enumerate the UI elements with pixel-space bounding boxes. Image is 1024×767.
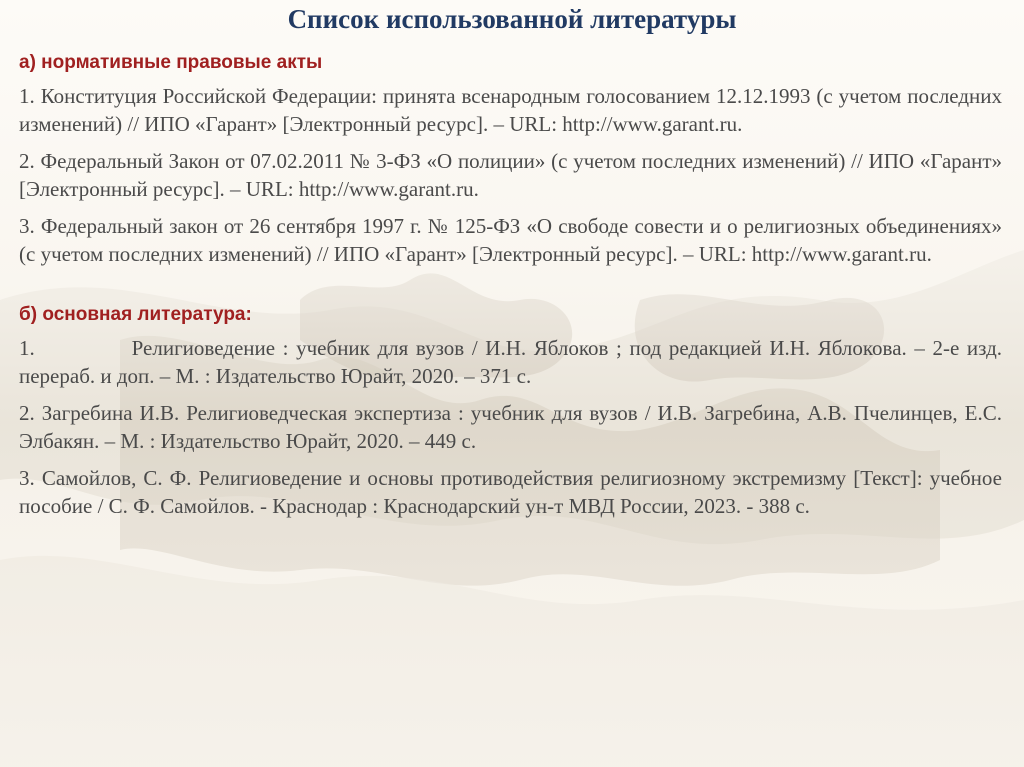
list-item-number: 2. <box>19 149 35 173</box>
list-item-text: Конституция Российской Федерации: принята всенародным голосованием 12.12.1993 (с учетом последних изменений) // ИПО «Гарант» [Электронный ресурс]. – URL: http://www.garant.ru. <box>19 84 1003 136</box>
bibliography <box>19 48 1002 529</box>
list-item <box>19 399 1002 455</box>
list-item-number: 1. <box>19 84 35 108</box>
list-item <box>19 147 1002 203</box>
list-item <box>19 212 1002 268</box>
list-item-text: Федеральный закон от 26 сентября 1997 г. № 125-ФЗ «О свободе совести и о религиозных объединениях» (с учетом последних изменений) // ИПО «Гарант» [Электронный ресурс]. – URL: http://www.garant.ru. <box>19 214 1002 266</box>
list-item-number: 1. <box>19 336 35 360</box>
list-item-number: 3. <box>19 466 35 490</box>
list-item-text: Самойлов, С. Ф. Религиоведение и основы противодействия религиозному экстремизму [Текст]: учебное пособие / С. Ф. Самойлов. - Краснодар : Краснодарский ун-т МВД России, 2023. - 388 с. <box>19 466 1002 518</box>
list-item <box>19 82 1002 138</box>
list-item-text: Религиоведение : учебник для вузов / И.Н. Яблоков ; под редакцией И.Н. Яблокова. – 2-е изд. перераб. и доп. – М. : Издательство Юрайт, 2020. – 371 с. <box>19 336 1003 388</box>
section-heading-normative: а) нормативные правовые акты <box>19 52 323 73</box>
list-item-text: Загребина И.В. Религиоведческая экспертиза : учебник для вузов / И.В. Загребина, А.В. Пчелинцев, Е.С. Элбакян. – М. : Издательство Юрайт, 2020. – 449 с. <box>19 401 1002 453</box>
list-item <box>19 334 1002 390</box>
section-heading-main-literature: б) основная литература: <box>19 304 252 325</box>
page-title: Список использованной литературы <box>287 4 737 34</box>
list-item-number: 2. <box>19 401 35 425</box>
list-item-number: 3. <box>19 214 35 238</box>
list-item <box>19 464 1002 520</box>
list-item-text: Федеральный Закон от 07.02.2011 № 3-ФЗ «О полиции» (с учетом последних изменений) // ИПО «Гарант» [Электронный ресурс]. – URL: http://www.garant.ru. <box>19 149 1003 201</box>
